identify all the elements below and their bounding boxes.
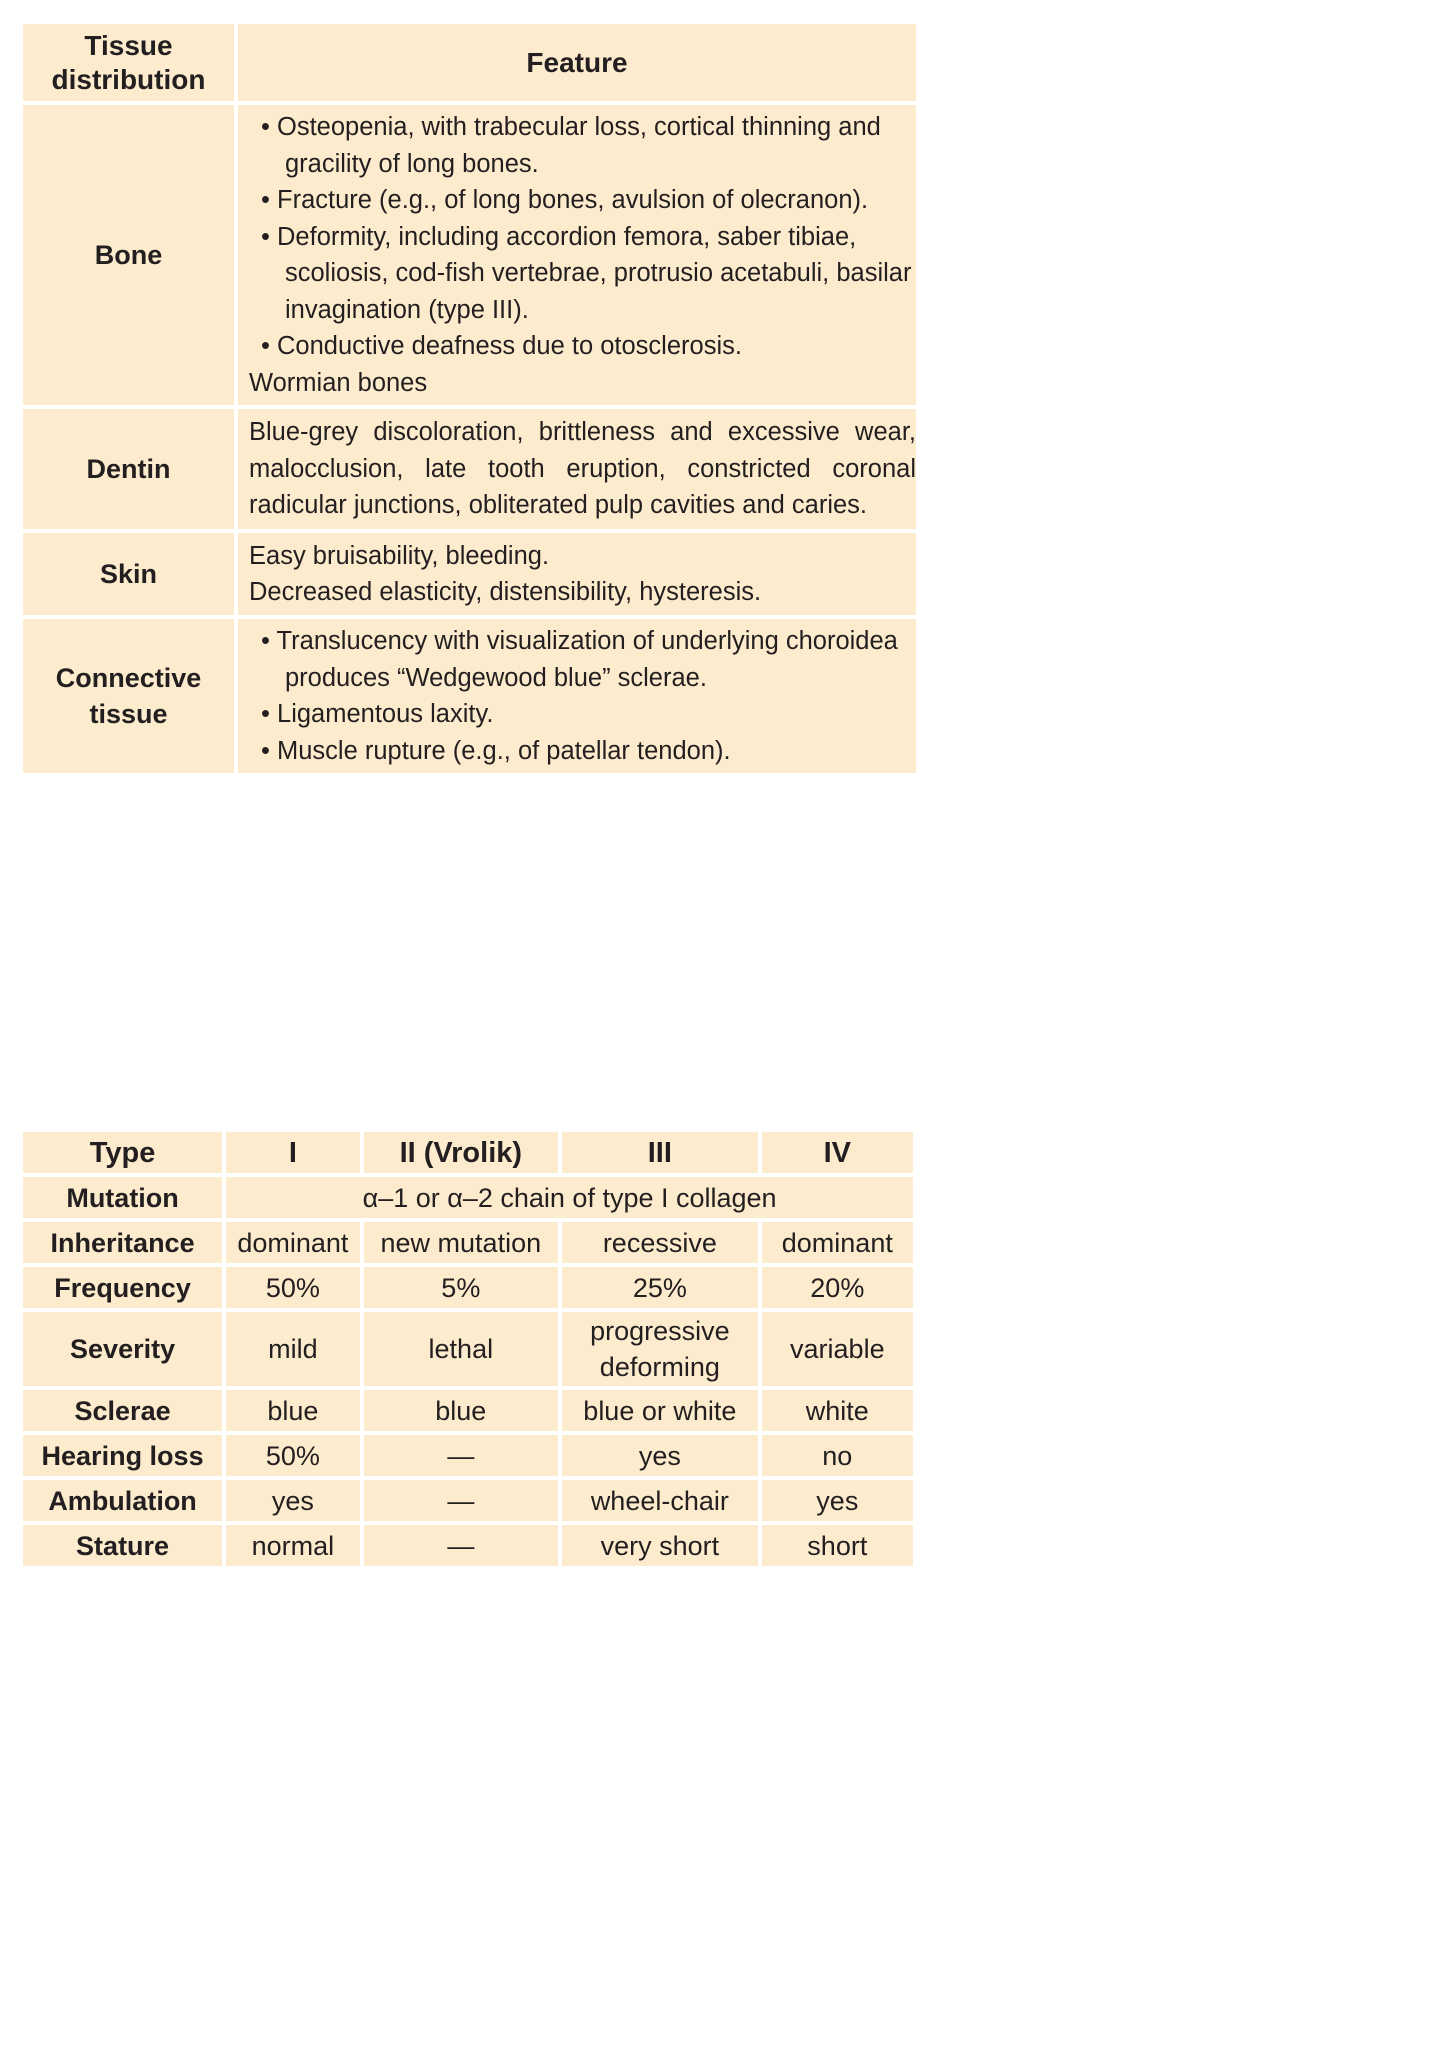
header-type-ii: II (Vrolik) xyxy=(364,1132,559,1173)
table-cell: mild xyxy=(226,1312,359,1386)
table-cell: 50% xyxy=(226,1267,359,1308)
table-cell: wheel-chair xyxy=(562,1480,758,1521)
table-cell: short xyxy=(762,1525,913,1566)
table-cell: new mutation xyxy=(364,1222,559,1263)
feature-line: Wormian bones xyxy=(249,368,428,397)
table-cell: progressive deforming xyxy=(562,1312,758,1386)
row-label-connective-tissue: Connective tissue xyxy=(23,619,234,773)
feature-line: • Fracture (e.g., of long bones, avulsion of olecranon). xyxy=(261,186,869,214)
feature-line: Decreased elasticity, distensibility, hysteresis. xyxy=(249,578,762,606)
row-label-frequency: Frequency xyxy=(23,1267,222,1308)
table-cell: yes xyxy=(562,1435,758,1476)
header-tissue-distribution: Tissue distribution xyxy=(23,24,234,101)
header-type-i: I xyxy=(226,1132,359,1173)
feature-cell-bone xyxy=(238,105,916,405)
table-cell: blue xyxy=(226,1390,359,1431)
row-label-mutation: Mutation xyxy=(23,1177,222,1218)
row-label-severity: Severity xyxy=(23,1312,222,1386)
row-label-hearing-loss: Hearing loss xyxy=(23,1435,222,1476)
table-row-mutation xyxy=(23,1177,913,1218)
table-cell: no xyxy=(762,1435,913,1476)
table-row-frequency xyxy=(23,1267,913,1308)
table-cell: variable xyxy=(762,1312,913,1386)
row-label-inheritance: Inheritance xyxy=(23,1222,222,1263)
row-label-ambulation: Ambulation xyxy=(23,1480,222,1521)
table-cell: normal xyxy=(226,1525,359,1566)
header-type-iii: III xyxy=(562,1132,758,1173)
table-row-hearing-loss xyxy=(23,1435,913,1476)
oi-types-table xyxy=(19,1128,917,1570)
table-cell: yes xyxy=(226,1480,359,1521)
table-row-sclerae xyxy=(23,1390,913,1431)
table-cell: 25% xyxy=(562,1267,758,1308)
row-label-bone: Bone xyxy=(23,105,234,405)
feature-line: Blue-grey discoloration, brittleness and excessive wear, malocclusion, late tooth eruption, constricted coronal radicular junctions, obliterated pulp cavities and caries. xyxy=(249,418,916,520)
feature-cell-skin xyxy=(238,533,916,615)
table-row-ambulation xyxy=(23,1480,913,1521)
feature-line: • Osteopenia, with trabecular loss, cortical thinning and gracility of long bones. xyxy=(261,113,881,178)
table-cell: 50% xyxy=(226,1435,359,1476)
table-cell: blue xyxy=(364,1390,559,1431)
feature-line: Easy bruisability, bleeding. xyxy=(249,541,550,570)
table-row-bone xyxy=(23,105,916,405)
feature-cell-dentin xyxy=(238,409,916,529)
row-label-sclerae: Sclerae xyxy=(23,1390,222,1431)
table-row-severity xyxy=(23,1312,913,1386)
table-cell: blue or white xyxy=(562,1390,758,1431)
header-feature: Feature xyxy=(238,24,916,101)
feature-line: • Muscle rupture (e.g., of patellar tendon). xyxy=(261,736,731,765)
table-header-row xyxy=(23,1132,913,1173)
table-cell: dominant xyxy=(226,1222,359,1263)
table-cell: white xyxy=(762,1390,913,1431)
row-label-stature: Stature xyxy=(23,1525,222,1566)
table-row-connective-tissue xyxy=(23,619,916,773)
feature-cell-connective-tissue xyxy=(238,619,916,773)
table-cell: very short xyxy=(562,1525,758,1566)
table-header-row xyxy=(23,24,916,101)
table-row-dentin xyxy=(23,409,916,529)
table-cell: 5% xyxy=(364,1267,559,1308)
tissue-feature-table xyxy=(19,20,920,777)
table-row-skin xyxy=(23,533,916,615)
table-cell: — xyxy=(364,1525,559,1566)
mutation-value: α–1 or α–2 chain of type I collagen xyxy=(226,1177,913,1218)
feature-line: • Conductive deafness due to otosclerosis. xyxy=(261,332,742,360)
feature-line: • Ligamentous laxity. xyxy=(261,700,494,728)
table-cell: yes xyxy=(762,1480,913,1521)
table-cell: recessive xyxy=(562,1222,758,1263)
table-cell: 20% xyxy=(762,1267,913,1308)
table-row-inheritance xyxy=(23,1222,913,1263)
row-label-dentin: Dentin xyxy=(23,409,234,529)
feature-line: • Translucency with visualization of underlying choroidea produces “Wedgewood blue” sclerae. xyxy=(261,627,898,692)
header-type-iv: IV xyxy=(762,1132,913,1173)
table-row-stature xyxy=(23,1525,913,1566)
table-cell: — xyxy=(364,1480,559,1521)
table-cell: lethal xyxy=(364,1312,559,1386)
table-cell: — xyxy=(364,1435,559,1476)
table-cell: dominant xyxy=(762,1222,913,1263)
feature-line: • Deformity, including accordion femora, saber tibiae, scoliosis, cod-fish vertebrae, protrusio acetabuli, basilar invagination (type III). xyxy=(261,222,912,324)
header-type: Type xyxy=(23,1132,222,1173)
row-label-skin: Skin xyxy=(23,533,234,615)
